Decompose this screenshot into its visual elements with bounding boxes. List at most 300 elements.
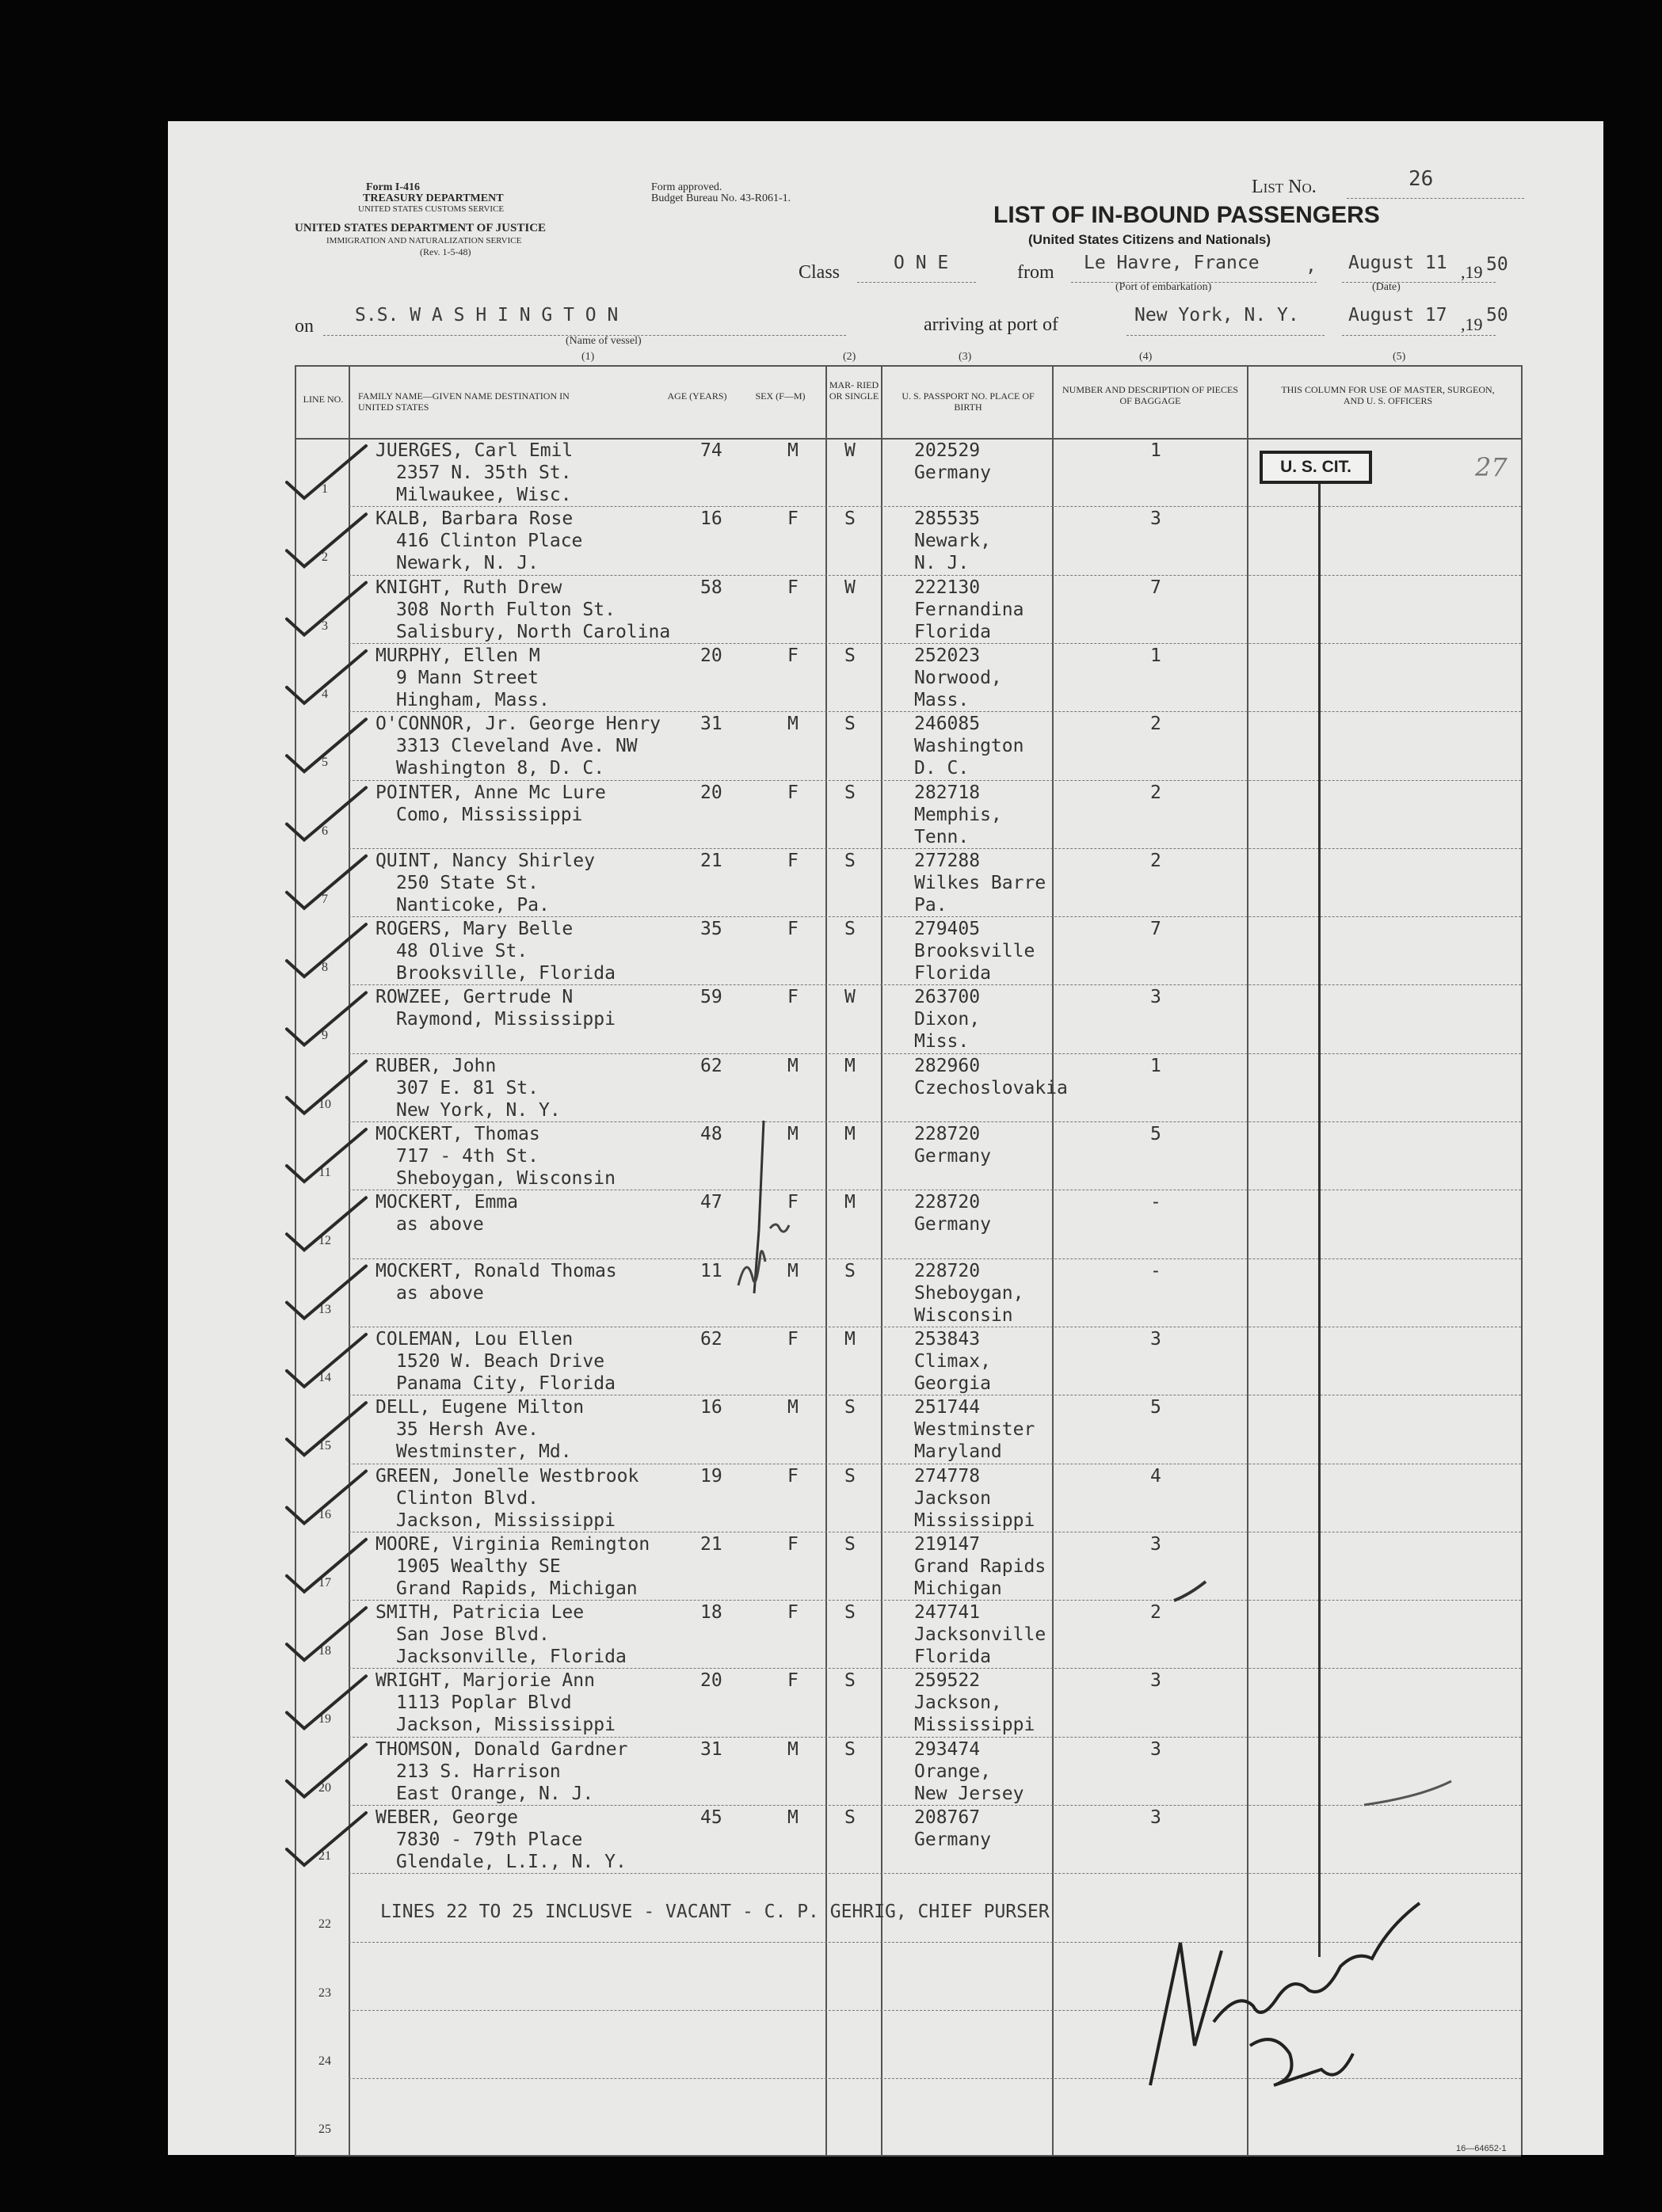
passenger-age: 45 (700, 1807, 722, 1828)
address-line-1: 9 Mann Street (396, 667, 539, 688)
arriving-label: arriving at port of (924, 314, 1058, 335)
check-mark (287, 446, 366, 498)
passenger-sex: F (787, 1465, 799, 1487)
birthplace-line-1: Norwood, (914, 667, 1002, 688)
line-number: 14 (318, 1370, 331, 1384)
passenger-name: POINTER, Anne Mc Lure (375, 782, 606, 803)
passenger-sex: F (787, 1192, 799, 1213)
line-number: 1 (322, 482, 328, 496)
check-mark (287, 1403, 366, 1455)
birthplace-line-1: Jacksonville (914, 1624, 1046, 1646)
birthplace-line-1: Orange, (914, 1761, 991, 1782)
check-mark (287, 1471, 366, 1524)
baggage-count: 1 (1150, 440, 1161, 461)
baggage-count: 7 (1150, 577, 1161, 598)
justice-department: UNITED STATES DEPARTMENT OF JUSTICE (295, 222, 547, 234)
line-number: 11 (318, 1166, 331, 1179)
header-age: AGE (YEARS) (667, 390, 727, 402)
line-number: 8 (322, 961, 328, 975)
check-mark (287, 856, 366, 908)
date-caption: (Date) (1372, 281, 1401, 293)
marital-status: M (844, 1124, 856, 1144)
passenger-age: 74 (700, 440, 722, 461)
address-line-1: 35 Hersh Ave. (396, 1419, 539, 1441)
passport-number: 228720 (914, 1124, 981, 1144)
marital-status: S (844, 1465, 856, 1487)
marital-status: S (844, 850, 856, 871)
revision: (Rev. 1-5-48) (420, 246, 471, 257)
address-line-2: Grand Rapids, Michigan (396, 1578, 638, 1599)
check-mark (287, 924, 366, 977)
marital-status: S (844, 1397, 856, 1418)
address-line-2: Milwaukee, Wisc. (396, 485, 572, 505)
passenger-age: 47 (700, 1192, 722, 1213)
birthplace-line-1: Wilkes Barre (914, 872, 1046, 893)
passenger-sex: M (787, 1124, 799, 1144)
marital-status: S (844, 1670, 856, 1692)
us-citizen-stamp: U. S. CIT. (1260, 451, 1372, 484)
marital-status: W (844, 440, 856, 461)
passenger-sex: F (787, 850, 799, 871)
birthplace-line-2: Pa. (914, 894, 947, 916)
birthplace-line-2: Florida (914, 621, 991, 642)
arrival-date: August 17 (1348, 305, 1447, 326)
marital-status: M (844, 1328, 856, 1350)
column-number-2: (2) (843, 351, 856, 363)
birthplace-line-1: Brooksville (914, 941, 1035, 962)
line-number: 6 (322, 824, 328, 838)
address-line-1: 416 Clinton Place (396, 531, 583, 552)
birthplace-line-2: Mississippi (914, 1510, 1035, 1531)
passport-number: 277288 (914, 850, 981, 871)
check-mark (287, 1129, 366, 1182)
marital-status: M (844, 1192, 856, 1213)
vessel-caption: (Name of vessel) (566, 335, 642, 347)
from-label: from (1017, 262, 1054, 283)
address-line-1: 717 - 4th St. (396, 1146, 539, 1167)
check-mark (287, 719, 366, 771)
check-mark (287, 1540, 366, 1592)
passport-number: 228720 (914, 1192, 981, 1213)
birthplace-line-2: Florida (914, 1647, 991, 1668)
line-number: 21 (318, 1849, 331, 1863)
birthplace-line-1: Memphis, (914, 804, 1002, 825)
passport-number: 222130 (914, 577, 981, 598)
officer-note: 27 (1475, 452, 1508, 482)
birthplace-line-1: Jackson (914, 1487, 991, 1509)
passport-number: 219147 (914, 1533, 981, 1555)
address-line-2: Jacksonville, Florida (396, 1647, 627, 1668)
arrival-year: 50 (1486, 305, 1508, 326)
birthplace-line-1: Dixon, (914, 1009, 981, 1030)
birthplace-line-2: Mass. (914, 689, 970, 710)
manifest-page (168, 121, 1603, 2155)
baggage-count: 2 (1150, 1602, 1161, 1624)
passenger-age: 31 (700, 714, 722, 735)
baggage-count: 1 (1150, 1055, 1161, 1076)
header-married: MAR- RIED OR SINGLE (829, 379, 879, 402)
passenger-age: 20 (700, 782, 722, 803)
passenger-name: THOMSON, Donald Gardner (375, 1738, 628, 1760)
address-line-1: 7830 - 79th Place (396, 1829, 583, 1850)
check-mark (287, 992, 366, 1045)
check-mark (287, 788, 366, 840)
baggage-count: 5 (1150, 1124, 1161, 1144)
check-mark (287, 1813, 366, 1865)
address-line-2: East Orange, N. J. (396, 1783, 594, 1804)
column-number-4: (4) (1139, 351, 1153, 363)
form-approved: Form approved. (651, 181, 722, 193)
passenger-age: 59 (700, 987, 722, 1008)
line-number: 16 (318, 1507, 331, 1521)
marital-status: S (844, 714, 856, 735)
passenger-sex: M (787, 1055, 799, 1076)
baggage-count: 3 (1150, 1328, 1161, 1350)
passenger-sex: M (787, 1397, 799, 1418)
line-number: 17 (318, 1575, 331, 1590)
baggage-count: 7 (1150, 919, 1161, 940)
birthplace-line-1: Sheboygan, (914, 1282, 1024, 1304)
on-label: on (295, 316, 314, 337)
line-number: 12 (318, 1234, 331, 1248)
birthplace-line-2: N. J. (914, 553, 970, 574)
passenger-age: 62 (700, 1055, 722, 1076)
passport-number: 253843 (914, 1328, 981, 1350)
marital-status: M (844, 1055, 856, 1076)
address-line-1: 48 Olive St. (396, 941, 528, 962)
check-mark (287, 1676, 366, 1728)
embarkation-caption: (Port of embarkation) (1115, 281, 1212, 293)
address-line-1: as above (396, 1214, 484, 1235)
baggage-count: 2 (1150, 850, 1161, 871)
address-line-2: Westminster, Md. (396, 1441, 572, 1463)
birthplace-line-1: Westminster (914, 1419, 1035, 1441)
passenger-sex: F (787, 782, 799, 803)
address-line-1: 1113 Poplar Blvd (396, 1692, 572, 1714)
birthplace-line-1: Jackson, (914, 1692, 1002, 1714)
address-line-2: Glendale, L.I., N. Y. (396, 1852, 627, 1872)
initials-mark (738, 1224, 789, 1285)
passport-number: 208767 (914, 1807, 981, 1828)
address-line-1: Como, Mississippi (396, 804, 583, 825)
passenger-age: 16 (700, 1397, 722, 1418)
from-comma: , (1306, 256, 1317, 276)
address-line-2: Panama City, Florida (396, 1373, 616, 1394)
marital-status: S (844, 1602, 856, 1624)
check-mark (287, 651, 366, 703)
passport-number: 259522 (914, 1670, 981, 1692)
class-label: Class (799, 262, 841, 283)
passport-number: 202529 (914, 440, 981, 461)
birthplace-line-1: Climax, (914, 1350, 991, 1372)
passenger-age: 18 (700, 1602, 722, 1624)
passenger-sex: F (787, 645, 799, 666)
birthplace-line-1: Germany (914, 1146, 991, 1167)
address-line-1: 250 State St. (396, 872, 539, 893)
header-name: FAMILY NAME—GIVEN NAME DESTINATION IN UNITED STATES (358, 390, 570, 413)
passenger-age: 16 (700, 508, 722, 530)
address-line-2: Washington 8, D. C. (396, 758, 605, 779)
column-number-1: (1) (581, 351, 595, 363)
passenger-name: MURPHY, Ellen M (375, 645, 540, 666)
birthplace-line-2: Florida (914, 963, 991, 984)
passenger-age: 21 (700, 1533, 722, 1555)
passenger-age: 31 (700, 1738, 722, 1760)
birthplace-line-2: Maryland (914, 1441, 1002, 1463)
passport-number: 282718 (914, 782, 981, 803)
address-line-2: Nanticoke, Pa. (396, 894, 550, 916)
marital-status: S (844, 1807, 856, 1828)
marital-status: S (844, 1260, 856, 1281)
baggage-count: 1 (1150, 645, 1161, 666)
line-number: 3 (322, 619, 328, 633)
arrival-year-prefix: ,19 (1461, 314, 1483, 334)
birthplace-line-1: Washington (914, 736, 1024, 757)
passenger-name: MOCKERT, Thomas (375, 1124, 540, 1144)
departure-year: 50 (1486, 254, 1508, 275)
passport-number: 246085 (914, 714, 981, 735)
line-number: 18 (318, 1644, 331, 1658)
marital-status: S (844, 645, 856, 666)
column-number-3: (3) (959, 351, 972, 363)
marital-status: S (844, 782, 856, 803)
marital-status: S (844, 1533, 856, 1555)
passenger-name: GREEN, Jonelle Westbrook (375, 1465, 639, 1487)
check-mark (287, 1745, 366, 1797)
ins-service: IMMIGRATION AND NATURALIZATION SERVICE (326, 236, 522, 246)
list-no-label: List No. (1252, 177, 1317, 197)
treasury-department: TREASURY DEPARTMENT (363, 192, 504, 204)
passenger-sex: M (787, 714, 799, 735)
passenger-sex: F (787, 508, 799, 530)
line-number: 5 (322, 756, 328, 770)
page-subtitle: (United States Citizens and Nationals) (1028, 232, 1271, 247)
birthplace-line-2: Tenn. (914, 826, 970, 847)
header-line-no: LINE NO. (303, 394, 344, 405)
passenger-sex: F (787, 1670, 799, 1692)
birthplace-line-1: Czechoslovakia (914, 1077, 1068, 1098)
departure-year-prefix: ,19 (1461, 262, 1483, 282)
tick-mark (1174, 1582, 1206, 1601)
header-passport: U. S. PASSPORT NO. PLACE OF BIRTH (902, 390, 1035, 413)
passport-number: 251744 (914, 1397, 981, 1418)
passenger-name: DELL, Eugene Milton (375, 1397, 585, 1418)
passenger-sex: F (787, 1533, 799, 1555)
line-number: 19 (318, 1712, 331, 1727)
passenger-age: 11 (700, 1260, 722, 1281)
passport-number: 279405 (914, 919, 981, 940)
address-line-1: 1520 W. Beach Drive (396, 1350, 605, 1372)
passenger-name: MOORE, Virginia Remington (375, 1533, 650, 1555)
line-number: 23 (318, 1985, 331, 2000)
diagonal-stroke (1364, 1781, 1451, 1805)
passenger-age: 35 (700, 919, 722, 940)
passenger-age: 20 (700, 645, 722, 666)
passenger-sex: F (787, 1328, 799, 1350)
line-number: 22 (318, 1917, 331, 1932)
birthplace-line-2: Miss. (914, 1031, 970, 1053)
check-mark (287, 1061, 366, 1114)
address-line-1: Clinton Blvd. (396, 1487, 539, 1509)
marital-status: S (844, 1738, 856, 1760)
birthplace-line-2: New Jersey (914, 1783, 1024, 1804)
embarkation-port: Le Havre, France (1084, 253, 1260, 273)
passenger-name: WEBER, George (375, 1807, 519, 1828)
address-line-1: San Jose Blvd. (396, 1624, 550, 1646)
address-line-1: 308 North Fulton St. (396, 599, 616, 620)
line-number: 24 (318, 2054, 331, 2068)
birthplace-line-2: Georgia (914, 1373, 991, 1394)
baggage-count: - (1150, 1260, 1161, 1281)
header-baggage: NUMBER AND DESCRIPTION OF PIECES OF BAGGAGE (1062, 384, 1239, 406)
check-mark (287, 583, 366, 635)
passenger-sex: F (787, 987, 799, 1008)
address-line-1: 3313 Cleveland Ave. NW (396, 736, 638, 757)
marital-status: S (844, 919, 856, 940)
birthplace-line-1: Germany (914, 463, 991, 483)
birthplace-line-1: Grand Rapids (914, 1555, 1046, 1577)
vessel-name: S.S. W A S H I N G T O N (355, 305, 619, 326)
column-number-5: (5) (1393, 351, 1406, 363)
passenger-age: 58 (700, 577, 722, 598)
address-line-2: New York, N. Y. (396, 1099, 561, 1121)
check-mark (287, 1197, 366, 1250)
arrival-port: New York, N. Y. (1134, 305, 1299, 326)
passenger-name: ROGERS, Mary Belle (375, 919, 574, 940)
address-line-2: Brooksville, Florida (396, 963, 616, 984)
passenger-age: 19 (700, 1465, 722, 1487)
passenger-name: QUINT, Nancy Shirley (375, 850, 595, 871)
birthplace-line-2: Michigan (914, 1578, 1002, 1599)
budget-bureau: Budget Bureau No. 43-R061-1. (651, 192, 791, 204)
baggage-count: 3 (1150, 1807, 1161, 1828)
address-line-1: 213 S. Harrison (396, 1761, 561, 1782)
address-line-2: Salisbury, North Carolina (396, 621, 671, 642)
marital-status: W (844, 987, 856, 1008)
birthplace-line-2: Wisconsin (914, 1304, 1013, 1326)
passenger-name: KNIGHT, Ruth Drew (375, 577, 562, 598)
passenger-sex: F (787, 919, 799, 940)
baggage-count: - (1150, 1192, 1161, 1213)
passenger-name: SMITH, Patricia Lee (375, 1602, 585, 1624)
passenger-name: MOCKERT, Ronald Thomas (375, 1260, 617, 1281)
page-title: LIST OF IN-BOUND PASSENGERS (993, 202, 1380, 228)
address-line-1: 2357 N. 35th St. (396, 463, 572, 483)
line-number: 15 (318, 1439, 331, 1453)
passenger-name: MOCKERT, Emma (375, 1192, 519, 1213)
address-line-2: Sheboygan, Wisconsin (396, 1168, 616, 1189)
birthplace-line-1: Fernandina (914, 599, 1024, 620)
baggage-count: 3 (1150, 1533, 1161, 1555)
check-mark (287, 1608, 366, 1660)
header-officers: THIS COLUMN FOR USE OF MASTER, SURGEON, AND U. S. OFFICERS (1281, 384, 1495, 406)
birthplace-line-1: Germany (914, 1829, 991, 1850)
check-mark (287, 1334, 366, 1387)
passenger-sex: F (787, 1602, 799, 1624)
passenger-age: 48 (700, 1124, 722, 1144)
passenger-age: 20 (700, 1670, 722, 1692)
line-number: 4 (322, 687, 328, 701)
passenger-age: 62 (700, 1328, 722, 1350)
line-number: 10 (318, 1097, 331, 1111)
passport-number: 285535 (914, 508, 981, 530)
header-sex: SEX (F—M) (755, 390, 806, 402)
line-number: 2 (322, 550, 328, 565)
form-footer-code: 16—64652-1 (1456, 2144, 1507, 2153)
passenger-sex: M (787, 1260, 799, 1281)
address-line-2: Hingham, Mass. (396, 689, 550, 710)
baggage-count: 5 (1150, 1397, 1161, 1418)
birthplace-line-1: Germany (914, 1214, 991, 1235)
form-number: Form I-416 (366, 181, 421, 193)
passport-number: 247741 (914, 1602, 981, 1624)
passenger-sex: M (787, 1807, 799, 1828)
line-number: 9 (322, 1029, 328, 1043)
birthplace-line-2: Mississippi (914, 1715, 1035, 1736)
class-value: O N E (894, 253, 949, 273)
baggage-count: 2 (1150, 782, 1161, 803)
passenger-name: KALB, Barbara Rose (375, 508, 574, 530)
birthplace-line-1: Newark, (914, 531, 991, 552)
passport-number: 282960 (914, 1055, 981, 1076)
check-mark (287, 514, 366, 566)
baggage-count: 2 (1150, 714, 1161, 735)
passenger-sex: M (787, 1738, 799, 1760)
passport-number: 263700 (914, 987, 981, 1008)
passenger-name: COLEMAN, Lou Ellen (375, 1328, 574, 1350)
passenger-name: O'CONNOR, Jr. George Henry (375, 714, 661, 735)
line-number: 7 (322, 892, 328, 906)
address-line-1: 307 E. 81 St. (396, 1077, 539, 1098)
passenger-name: ROWZEE, Gertrude N (375, 987, 574, 1008)
baggage-count: 4 (1150, 1465, 1161, 1487)
passenger-name: JUERGES, Carl Emil (375, 440, 574, 461)
address-line-1: as above (396, 1282, 484, 1304)
address-line-1: Raymond, Mississippi (396, 1009, 616, 1030)
address-line-2: Jackson, Mississippi (396, 1715, 616, 1736)
check-mark (287, 1266, 366, 1319)
baggage-count: 3 (1150, 1670, 1161, 1692)
line-number: 25 (318, 2123, 331, 2137)
passport-number: 252023 (914, 645, 981, 666)
baggage-count: 3 (1150, 987, 1161, 1008)
passport-number: 293474 (914, 1738, 981, 1760)
address-line-2: Newark, N. J. (396, 553, 539, 574)
vacant-lines-note: LINES 22 TO 25 INCLUSVE - VACANT - C. P. GEHRIG, CHIEF PURSER (380, 1902, 1050, 1922)
marital-status: S (844, 508, 856, 530)
baggage-count: 3 (1150, 1738, 1161, 1760)
departure-date: August 11 (1348, 253, 1447, 273)
passenger-sex: M (787, 440, 799, 461)
line-number: 13 (318, 1302, 331, 1316)
officer-signature (1150, 1903, 1420, 2085)
passenger-name: RUBER, John (375, 1055, 497, 1076)
passenger-name: WRIGHT, Marjorie Ann (375, 1670, 595, 1692)
baggage-count: 3 (1150, 508, 1161, 530)
birthplace-line-2: D. C. (914, 758, 970, 779)
passport-number: 274778 (914, 1465, 981, 1487)
address-line-1: 1905 Wealthy SE (396, 1555, 561, 1577)
customs-service: UNITED STATES CUSTOMS SERVICE (358, 204, 505, 214)
address-line-2: Jackson, Mississippi (396, 1510, 616, 1531)
line-number: 20 (318, 1780, 331, 1795)
handwritten-checkmarks (168, 121, 1603, 2155)
passport-number: 228720 (914, 1260, 981, 1281)
passenger-age: 21 (700, 850, 722, 871)
passenger-sex: F (787, 577, 799, 598)
list-no-value: 26 (1409, 167, 1434, 191)
marital-status: W (844, 577, 856, 598)
